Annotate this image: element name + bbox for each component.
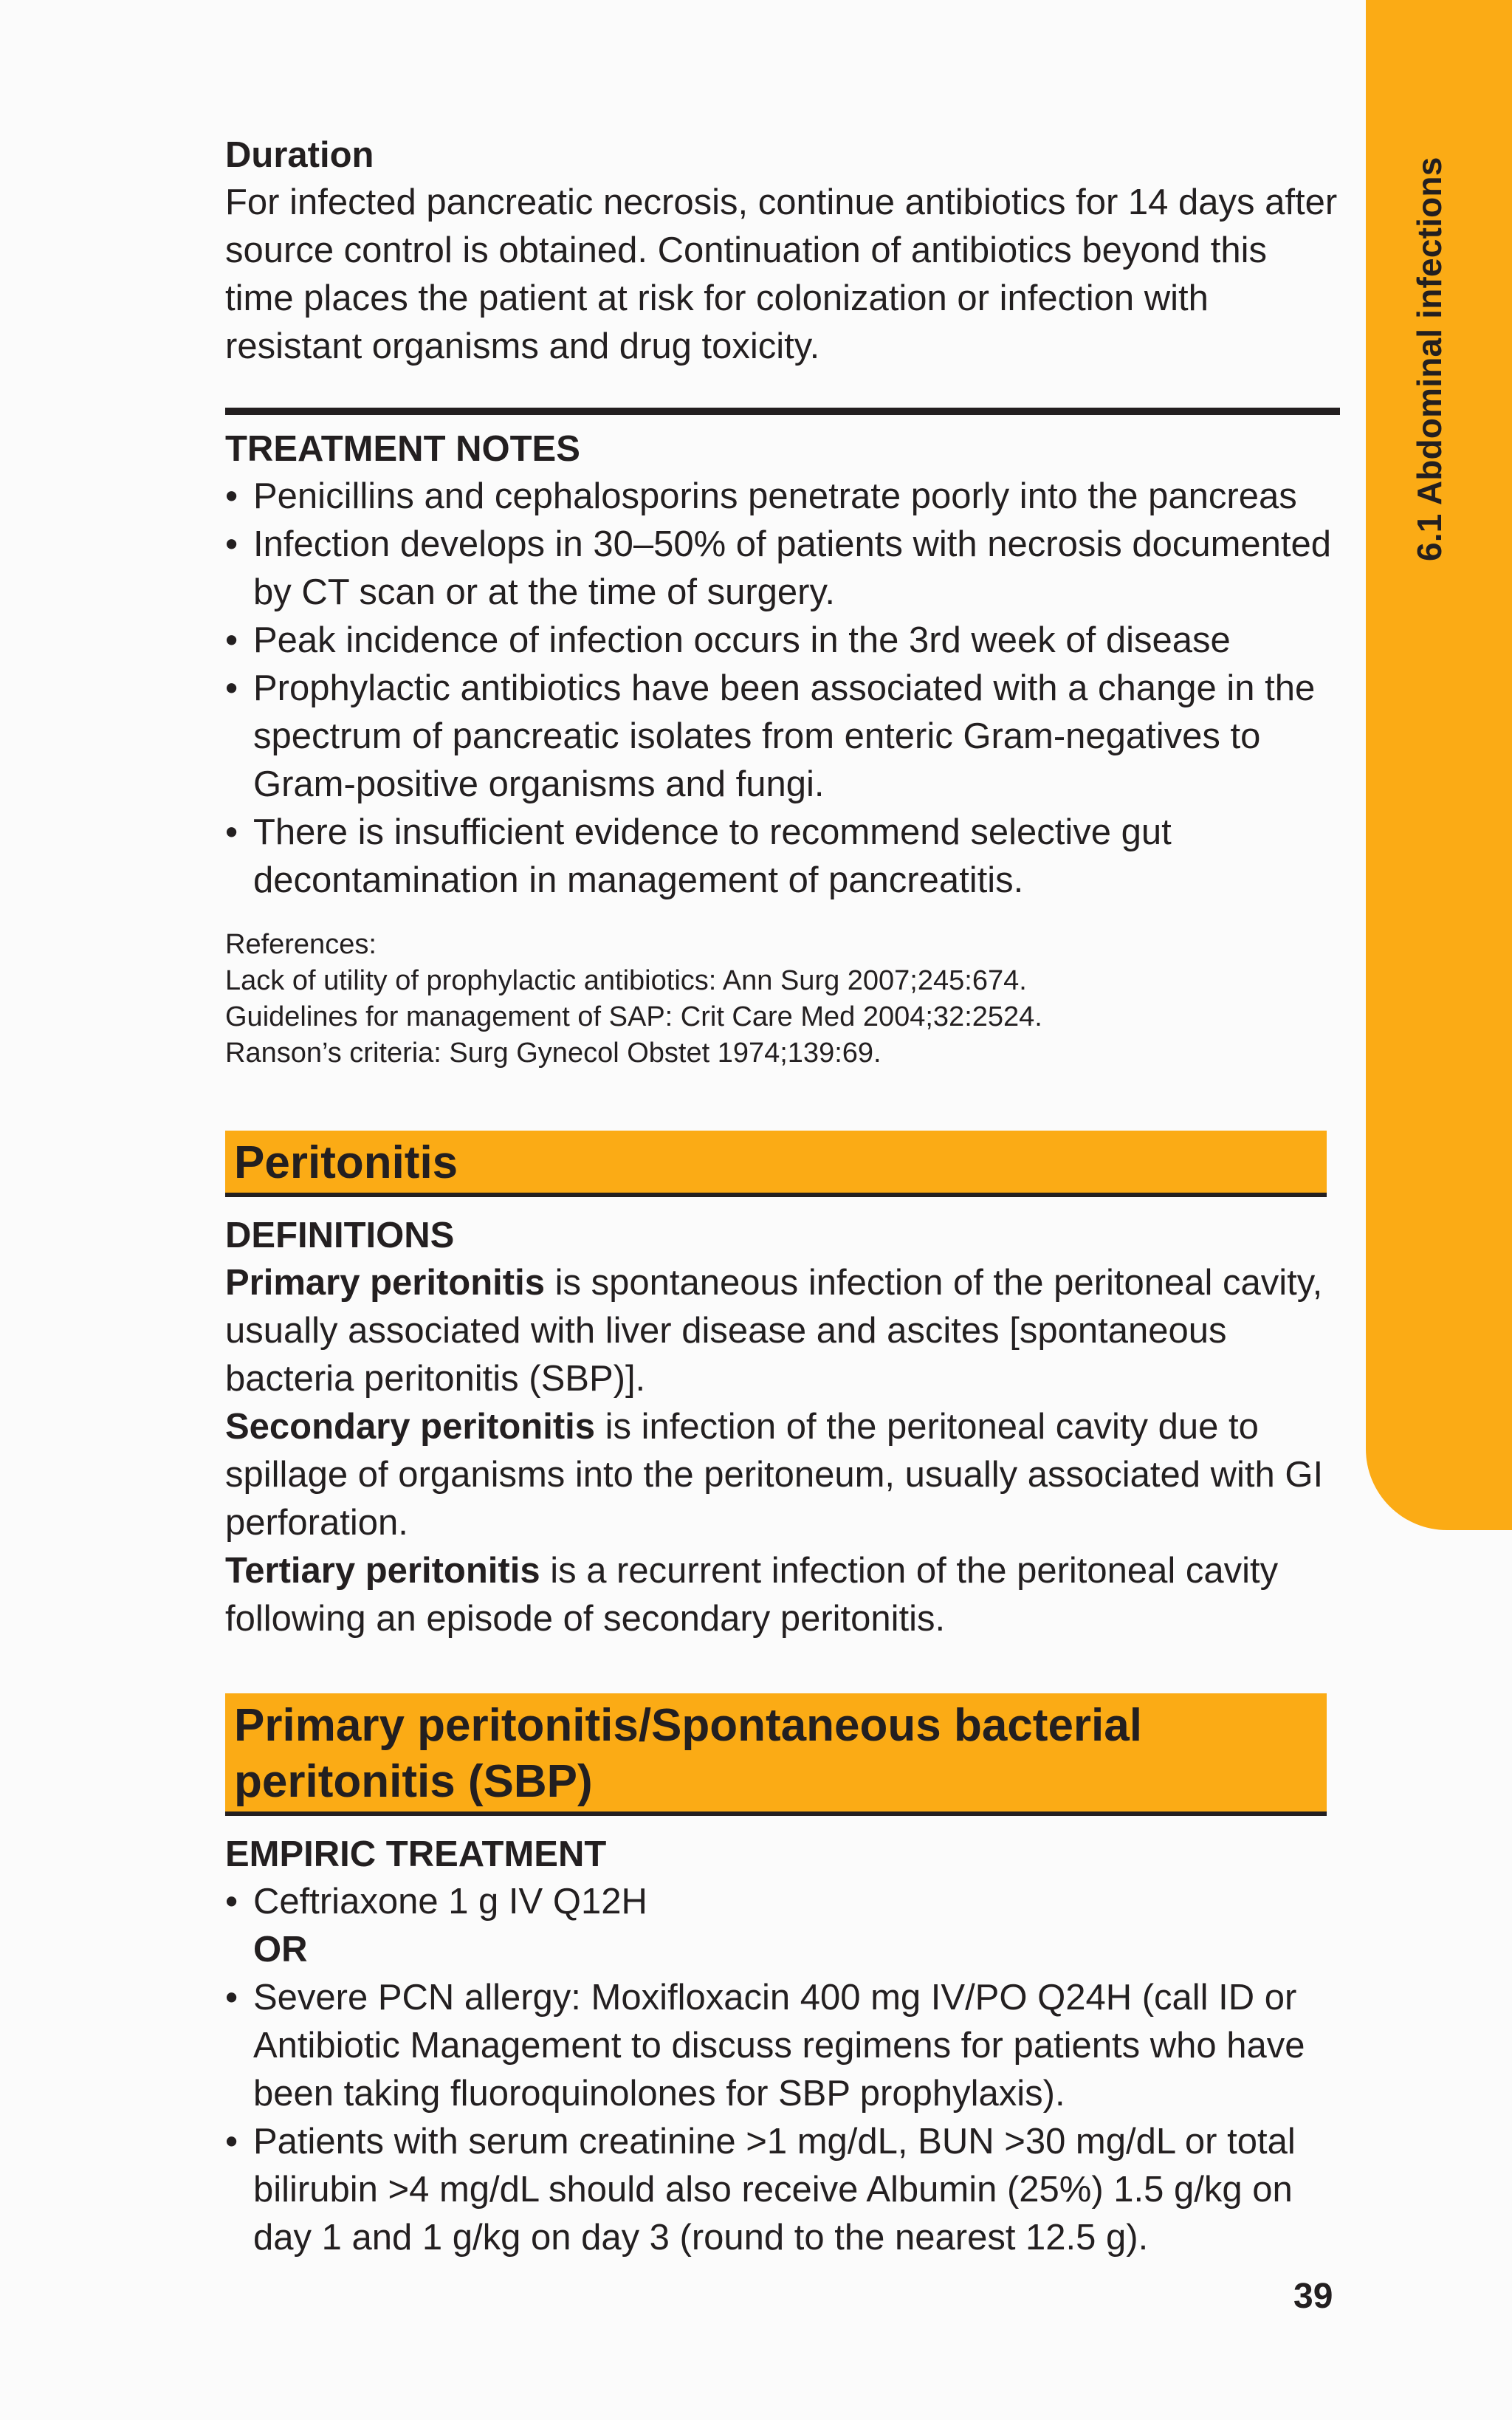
secondary-peritonitis-definition: Secondary peritonitis is infection of the peritoneal cavity due to spillage of organisms into the peritoneum, usually associated with GI perforation. <box>225 1407 1324 1543</box>
reference-item: Guidelines for management of SAP: Crit Care Med 2004;32:2524. <box>225 1001 1042 1032</box>
list-item: • Peak incidence of infection occurs in the 3rd week of disease <box>225 617 1340 665</box>
bullet-icon: • <box>225 620 238 660</box>
sbp-title-line2: peritonitis (SBP) <box>234 1756 593 1807</box>
list-item: • Penicillins and cephalosporins penetrate poorly into the pancreas <box>225 473 1340 521</box>
list-item: • Ceftriaxone 1 g IV Q12H <box>225 1878 1340 1926</box>
reference-item: Ranson’s criteria: Surg Gynecol Obstet 1974;139:69. <box>225 1038 882 1069</box>
bullet-icon: • <box>225 476 238 516</box>
definitions-heading: DEFINITIONS <box>225 1216 455 1255</box>
empiric-treatment-heading: EMPIRIC TREATMENT <box>225 1834 607 1874</box>
peritonitis-title-bar <box>225 1131 1327 1197</box>
sbp-title-line1: Primary peritonitis/Spontaneous bacterial <box>234 1700 1142 1751</box>
bullet-icon: • <box>225 2122 238 2162</box>
references <box>225 927 1340 1072</box>
page-number: 39 <box>1293 2277 1333 2316</box>
list-item: • There is insufficient evidence to recommend selective gut decontamination in management of pancreatitis. <box>225 809 1340 905</box>
sbp-title-bar <box>225 1693 1327 1816</box>
list-item: • Infection develops in 30–50% of patients with necrosis documented by CT scan or at the time of surgery. <box>225 521 1340 617</box>
treatment-notes-list <box>225 473 1340 905</box>
empiric-treatment-list <box>225 1878 1340 1926</box>
bullet-icon: • <box>225 1882 238 1922</box>
reference-item: Lack of utility of prophylactic antibiotics: Ann Surg 2007;245:674. <box>225 965 1027 996</box>
bullet-icon: • <box>225 668 238 708</box>
peritonitis-title: Peritonitis <box>234 1137 458 1188</box>
section-divider <box>225 408 1340 415</box>
list-item: • Severe PCN allergy: Moxifloxacin 400 mg IV/PO Q24H (call ID or Antibiotic Management to discuss regimens for patients who have been taking fluoroquinolones for SBP prophylaxis). <box>225 1974 1340 2118</box>
primary-peritonitis-definition: Primary peritonitis is spontaneous infection of the peritoneal cavity, usually associated with liver disease and ascites [spontaneous bacteria peritonitis (SBP)]. <box>225 1263 1323 1399</box>
duration-text: For infected pancreatic necrosis, continue antibiotics for 14 days after source control is obtained. Continuation of antibiotics beyond this time places the patient at risk for colonization or infection with resistant organisms and drug toxicity. <box>225 182 1338 366</box>
empiric-treatment-list-continued <box>225 1974 1340 2262</box>
duration-heading: Duration <box>225 135 374 175</box>
treatment-notes-heading: TREATMENT NOTES <box>225 429 580 469</box>
page-content <box>225 131 1340 2262</box>
bullet-icon: • <box>225 524 238 564</box>
list-item: • Prophylactic antibiotics have been associated with a change in the spectrum of pancreatic isolates from enteric Gram-negatives to Gram-positive organisms and fungi. <box>225 665 1340 809</box>
tertiary-peritonitis-definition: Tertiary peritonitis is a recurrent infection of the peritoneal cavity following an episode of secondary peritonitis. <box>225 1551 1279 1639</box>
list-item: • Patients with serum creatinine >1 mg/dL, BUN >30 mg/dL or total bilirubin >4 mg/dL should also receive Albumin (25%) 1.5 g/kg on day 1 and 1 g/kg on day 3 (round to the nearest 12.5 g). <box>225 2118 1340 2262</box>
or-separator: OR <box>253 1930 308 1970</box>
bullet-icon: • <box>225 1978 238 2018</box>
references-heading: References: <box>225 929 377 960</box>
bullet-icon: • <box>225 812 238 852</box>
section-tab-label: 6.1 Abdominal infections <box>1410 157 1449 561</box>
